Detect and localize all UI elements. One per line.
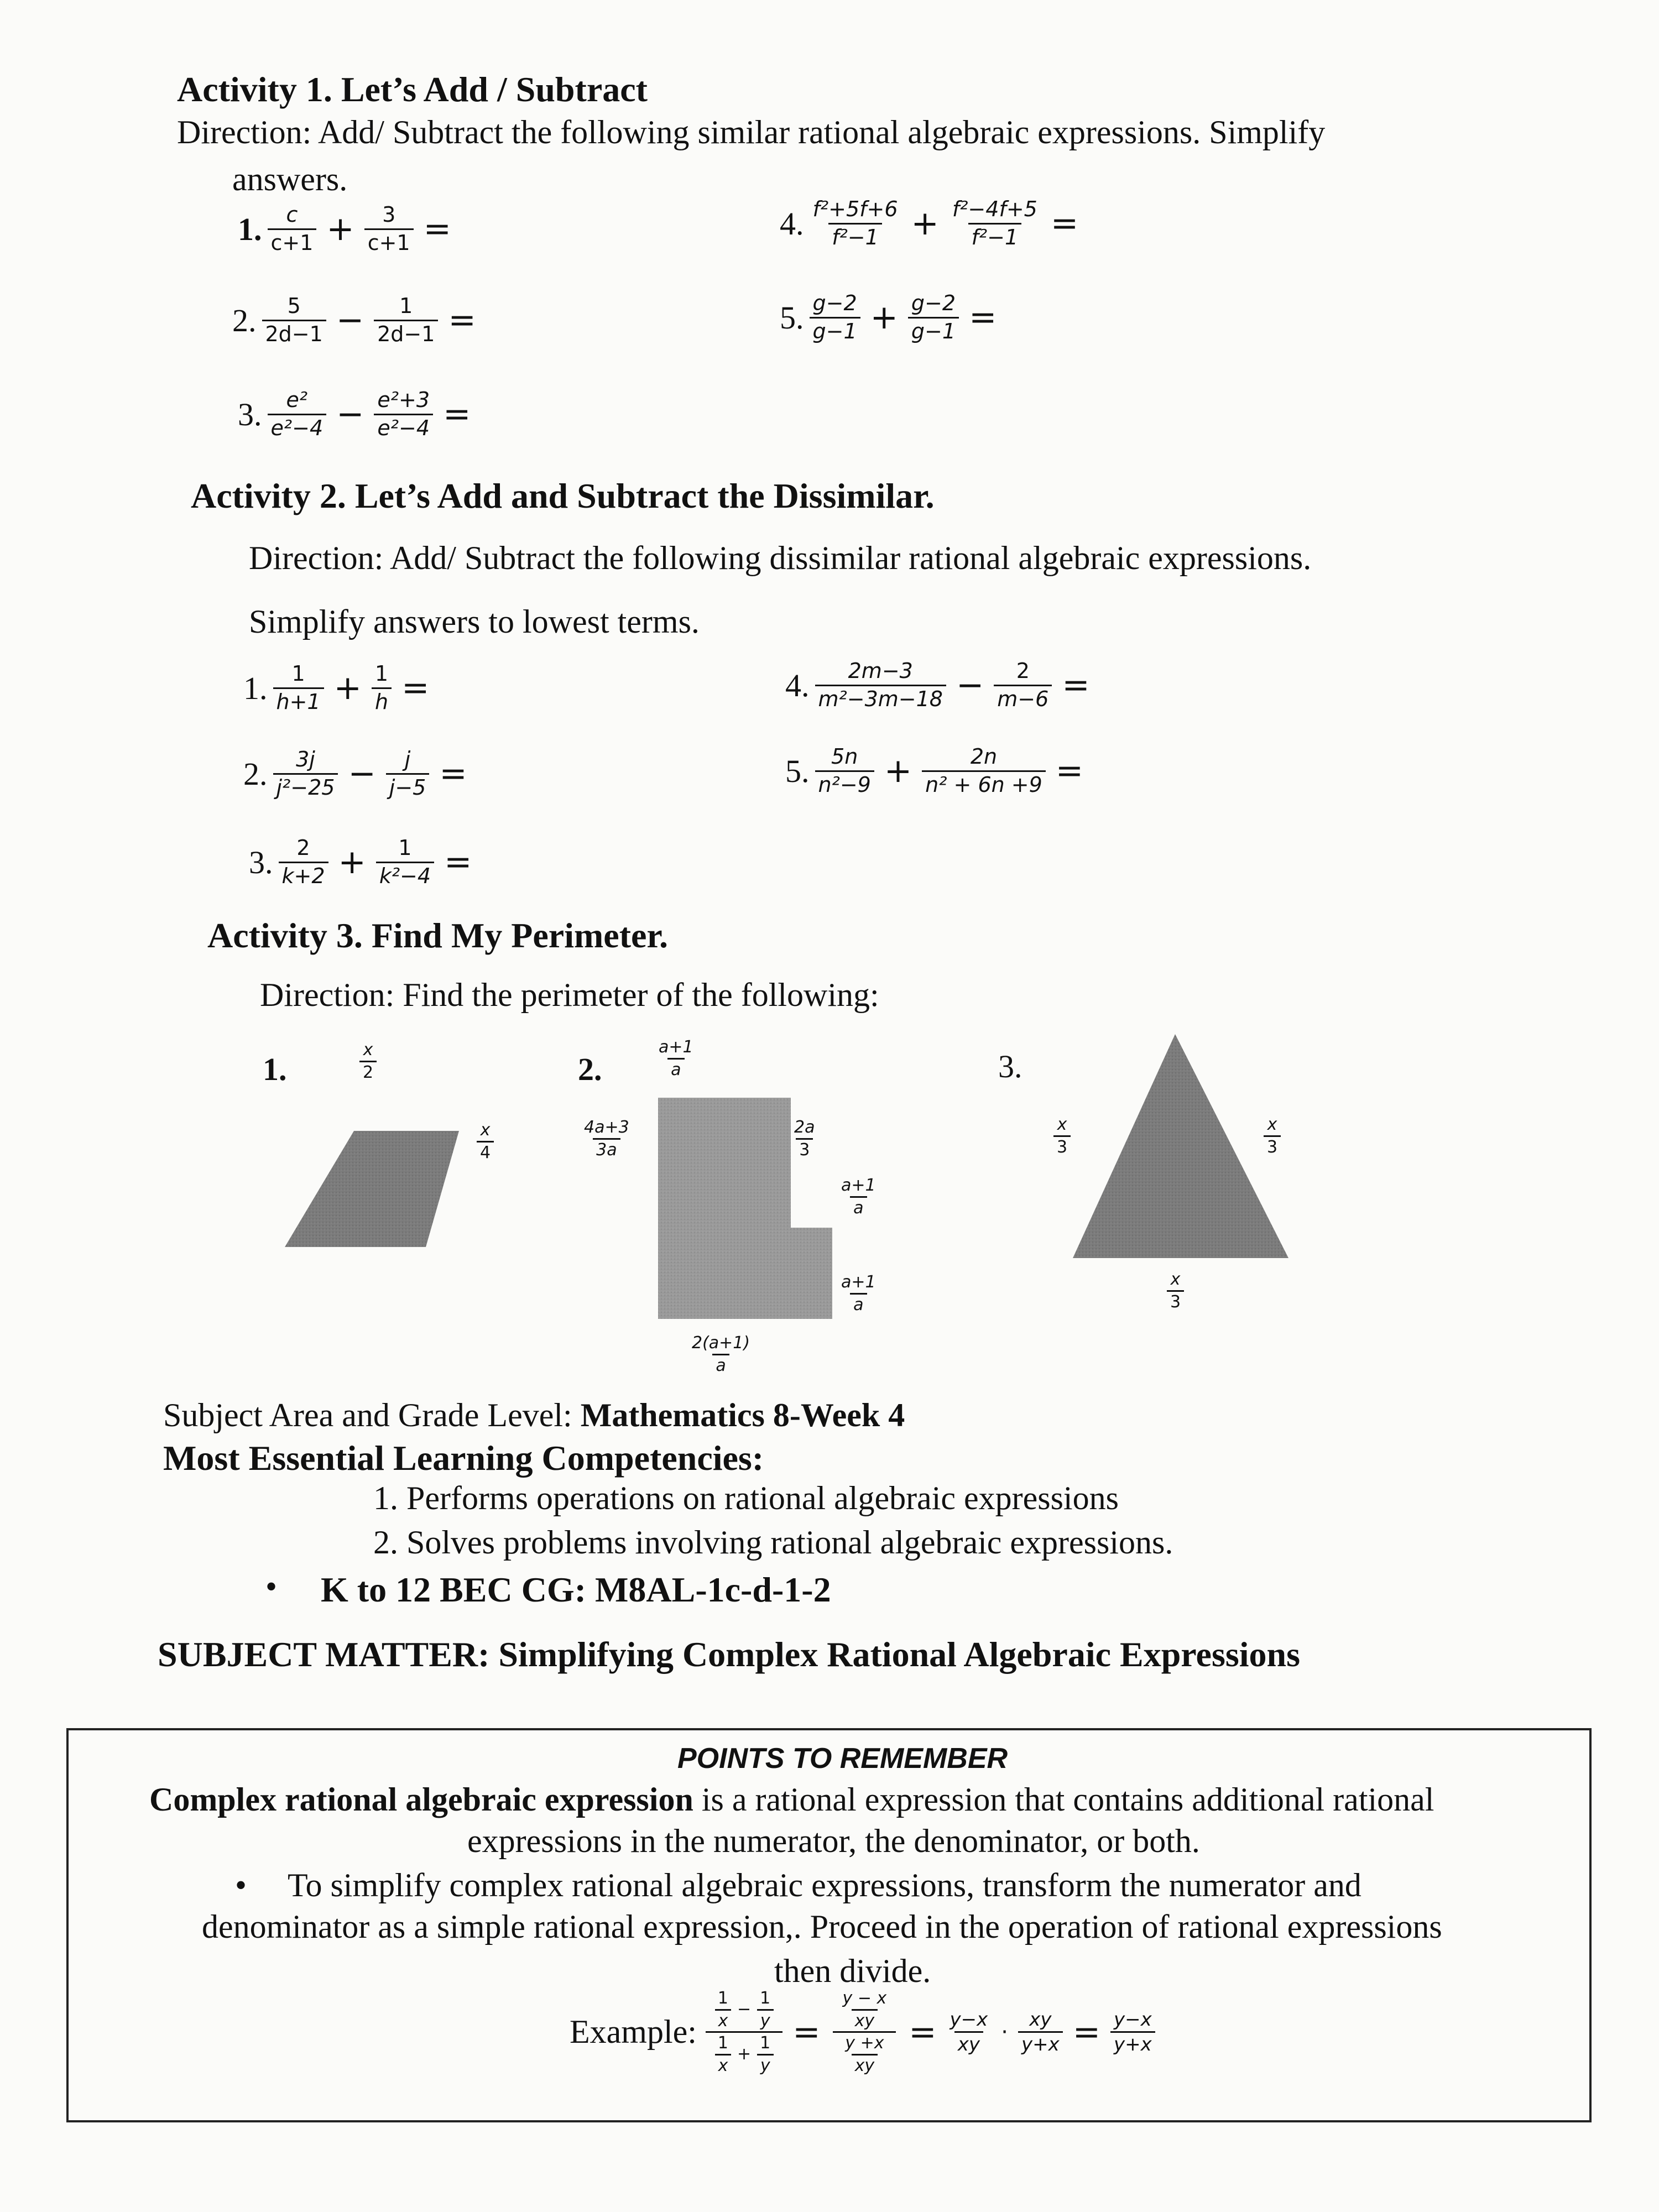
a1-item-5: 5. g−2 g−1 + $\frac{g-2}{g-1}$ = [780,290,1001,345]
example-expression: Example: 1 x − $\frac{1}{y}$ 1 x + $\frac{1}{y}$ = y − x xy y +x xy = $\frac{y-x}{xy}$ · $\frac{xy}{y+x}$ = $\frac{y-x}{y+x}$ [570,1988,1161,2076]
complex-fraction: 1 x − $\frac{1}{y}$ 1 x + $\frac{1}{y}$ [706,1988,782,2076]
a2-item-5: 5. 5n n²−9 + $\frac{2n}{\text{n² + 6n +9}}$ = [785,744,1088,798]
activity1-direction-cont: answers. [232,161,348,197]
remember-tip-1: To simplify complex rational algebraic expressions, transform the numerator and [288,1867,1361,1903]
fig3-left-label: x 3 [1048,1114,1076,1157]
activity1-title: Activity 1. Let’s Add / Subtract [177,70,648,109]
a1-item-3: 3. e² e²−4 − $\frac{\text{e²+3}}{\text{e²−4}}$ = [238,387,475,441]
fig2-top-label: a+1 a [659,1037,693,1079]
fig2-inner-label: 2a 3 [794,1118,815,1160]
remember-definition-cont: expressions in the numerator, the denominator, or both. [467,1823,1200,1859]
parallelogram-shape [285,1131,459,1247]
fig2-number: 2. [578,1051,602,1087]
a1-item-2: 2. 5 2d−1 − $\frac{1}{2d-1}$ = [232,293,481,347]
fig3-bottom-label: x 3 [1161,1269,1190,1312]
subject-area-line: Subject Area and Grade Level: Mathematics 8-Week 4 [163,1397,905,1433]
a2-item-2: 2. 3j j²−25 − $\frac{j}{j-5}$ = [243,747,472,801]
activity1-direction: Direction: Add/ Subtract the following similar rational algebraic expressions. Simplify [177,114,1326,150]
remember-definition: Complex rational algebraic expression is a rational expression that contains additional rational [149,1781,1434,1818]
activity2-title: Activity 2. Let’s Add and Subtract the Dissimilar. [191,476,935,515]
a2-item-4: 4. 2m−3 m²−3m−18 − $\frac{2}{m-6}$ = [785,658,1094,712]
code-bullet: • [265,1568,278,1605]
curriculum-code: K to 12 BEC CG: M8AL-1c-d-1-2 [321,1570,831,1609]
a1-item-1: 1. c c+1 + $\frac{3}{c+1}$ = [238,202,456,256]
simplified-complex-fraction: y − x xy y +x xy [831,1988,899,2076]
remember-title: POINTS TO REMEMBER [677,1743,1008,1775]
fig3-number: 3. [998,1048,1022,1084]
fig1-number: 1. [263,1051,287,1087]
melc-item-2: 2. Solves problems involving rational algebraic expressions. [373,1524,1173,1561]
remember-tip-3: then divide. [774,1953,931,1989]
fig2-bottom-label: 2(a+1) a [692,1333,750,1375]
fig2-left-label: 4a+3 3a [584,1118,629,1160]
activity2-direction-cont: Simplify answers to lowest terms. [249,603,700,640]
melc-title: Most Essential Learning Competencies: [163,1438,764,1478]
a2-item-3: 3. 2 k+2 + $\frac{1}{\text{k²−4}}$ = [249,835,476,889]
activity3-title: Activity 3. Find My Perimeter. [207,916,668,955]
remember-tip-2: denominator as a simple rational expression,. Proceed in the operation of rational expressions [202,1908,1442,1945]
activity2-direction: Direction: Add/ Subtract the following dissimilar rational algebraic expressions. [249,540,1312,576]
subject-matter: SUBJECT MATTER: Simplifying Complex Rational Algebraic Expressions [158,1635,1301,1674]
fig1-side-label: x 4 [471,1120,499,1163]
a2-item-1: 1. 1 h+1 + $\frac{1}{h}$ = [243,661,434,715]
fig2-right-label: a+1 a [841,1272,876,1314]
melc-item-1: 1. Performs operations on rational algebraic expressions [373,1480,1119,1516]
activity3-direction: Direction: Find the perimeter of the following: [260,977,879,1013]
remember-bullet: • [235,1867,247,1903]
fig2-step-label: a+1 a [841,1176,876,1218]
fig3-right-label: x 3 [1258,1114,1286,1157]
fig1-top-label: x 2 [354,1040,382,1083]
triangle-shape [1073,1034,1288,1258]
a1-item-4: 4. f²+5f+6 f²−1 + $\frac{\text{f²−4f+5}}{\text{f²−1}}$ = [780,196,1083,251]
